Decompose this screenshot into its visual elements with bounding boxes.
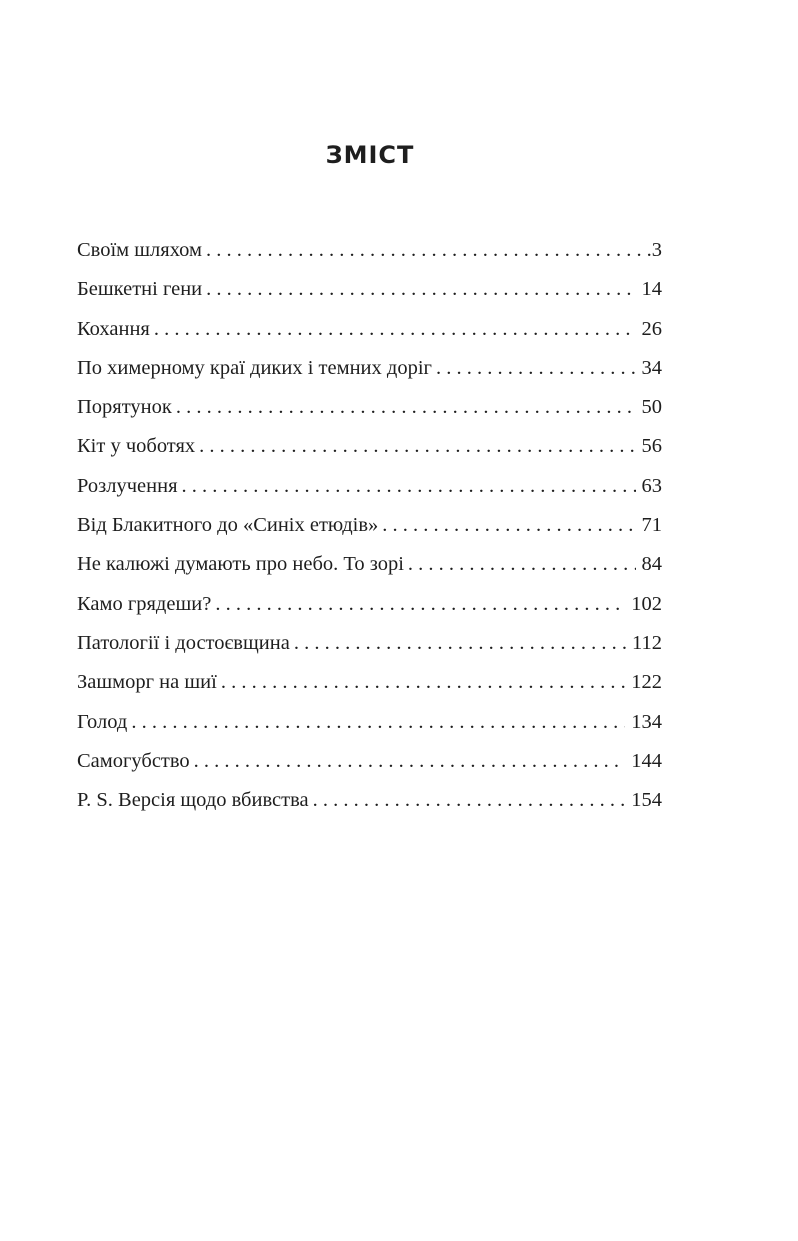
toc-entry-title: Бешкетні гени: [77, 278, 203, 301]
dot-leader: [294, 624, 626, 663]
dot-leader: [206, 270, 635, 309]
toc-page-number: 84: [641, 553, 662, 576]
dot-leader: [313, 781, 626, 820]
dot-leader: [176, 388, 636, 427]
toc-entry-title: Не калюжі думають про небо. То зорі: [77, 553, 404, 576]
table-of-contents: [77, 231, 662, 820]
toc-page-number: 26: [641, 317, 662, 340]
toc-entry: [77, 781, 662, 820]
dot-leader: [221, 663, 625, 702]
toc-entry-title: По химерному краї диких і темних доріг: [77, 356, 432, 379]
toc-page-number: 71: [641, 514, 662, 537]
toc-page-number: 144: [631, 749, 662, 772]
toc-page-number: 154: [631, 789, 662, 812]
toc-entry: [77, 270, 662, 309]
toc-entry: [77, 310, 662, 349]
toc-entry: [77, 231, 662, 270]
toc-entry-title: Розлучення: [77, 474, 178, 497]
toc-page-number: 14: [641, 278, 662, 301]
toc-entry-title: Кохання: [77, 317, 150, 340]
toc-entry: [77, 663, 662, 702]
toc-page-number: 122: [631, 671, 662, 694]
toc-entry: [77, 585, 662, 624]
toc-entry: [77, 545, 662, 584]
dot-leader: [182, 467, 636, 506]
dot-leader: [408, 545, 636, 584]
toc-page-number: 112: [632, 631, 662, 654]
toc-entry: [77, 703, 662, 742]
toc-entry: [77, 742, 662, 781]
dot-leader: [436, 349, 636, 388]
toc-entry-title: Самогубство: [77, 749, 190, 772]
toc-entry: [77, 506, 662, 545]
toc-entry-title: Зашморг на шиї: [77, 671, 217, 694]
dot-leader: [206, 231, 641, 270]
toc-entry-title: Патології і достоєвщина: [77, 631, 290, 654]
toc-entry-title: P. S. Версія щодо вбивства: [77, 789, 309, 812]
dot-leader: [131, 703, 625, 742]
dot-leader: [382, 506, 635, 545]
dot-leader: [215, 585, 625, 624]
toc-entry: [77, 349, 662, 388]
dot-leader: [194, 742, 626, 781]
toc-entry: [77, 624, 662, 663]
toc-entry-title: Кіт у чоботях: [77, 435, 196, 458]
toc-page-number: 134: [631, 710, 662, 733]
dot-leader: [154, 310, 636, 349]
toc-page-number: 50: [641, 396, 662, 419]
toc-page-number: 102: [631, 592, 662, 615]
dot-leader: [199, 427, 635, 466]
toc-page-number: .3: [646, 239, 662, 261]
toc-entry-title: Від Блакитного до «Синіх етюдів»: [77, 514, 379, 537]
page-title: ЗМІСТ: [325, 141, 415, 169]
toc-entry: [77, 467, 662, 506]
toc-entry-title: Камо грядеши?: [77, 592, 212, 615]
toc-page-number: 56: [641, 435, 662, 458]
toc-page-number: 34: [641, 356, 662, 379]
toc-entry: [77, 388, 662, 427]
toc-entry-title: Порятунок: [77, 396, 172, 419]
toc-entry-title: Голод: [77, 710, 128, 733]
toc-page-number: 63: [641, 474, 662, 497]
toc-entry: [77, 427, 662, 466]
toc-entry-title: Своїм шляхом: [77, 239, 203, 261]
